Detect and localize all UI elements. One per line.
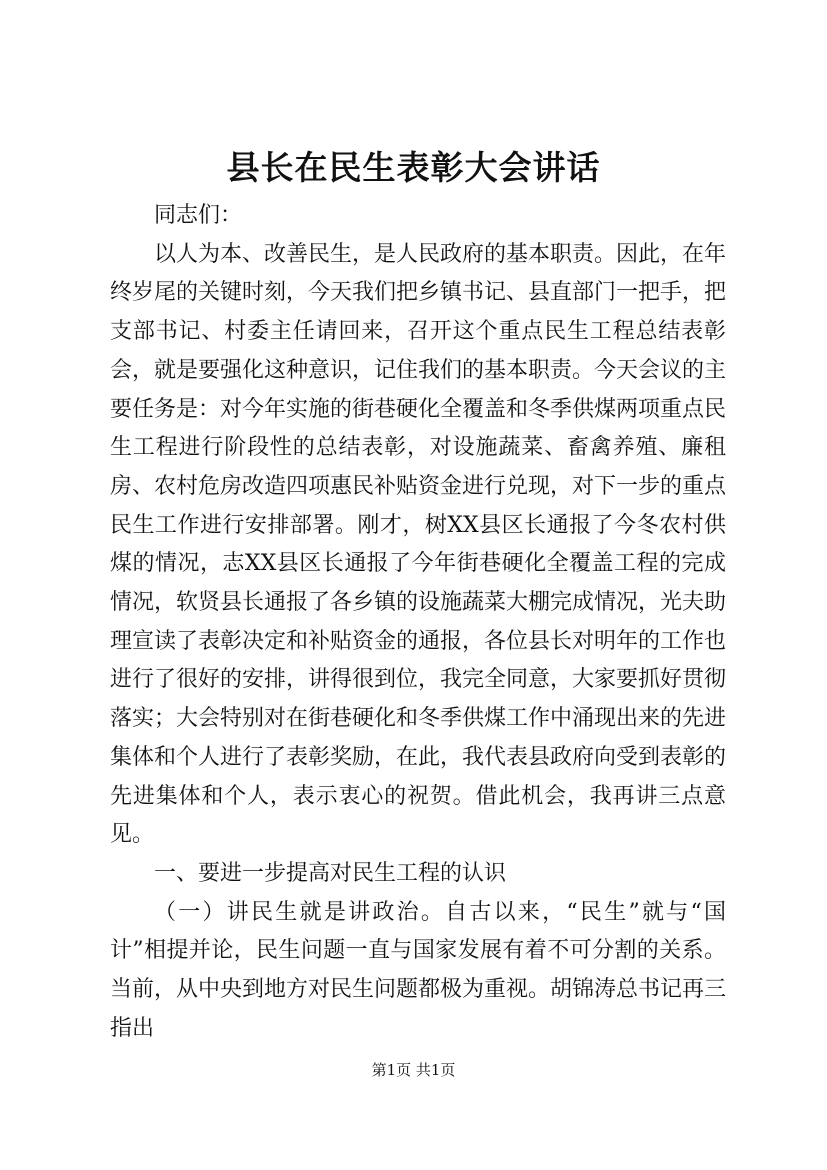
document-body <box>110 197 726 1048</box>
document-title: 县长在民生表彰大会讲话 <box>226 148 601 187</box>
page-footer: 第1页 共1页 <box>371 1061 456 1079</box>
paragraph-intro: 以人为本、改善民生，是人民政府的基本职责。因此，在年终岁尾的关键时刻，今天我们把乡镇书记、县直部门一把手，把支部书记、村委主任请回来，召开这个重点民生工程总结表彰会，就是要强化这种意识，记住我们的基本职责。今天会议的主要任务是：对今年实施的街巷硬化全覆盖和冬季供煤两项重点民生工程进行阶段性的总结表彰，对设施蔬菜、畜禽养殖、廉租房、农村危房改造四项惠民补贴资金进行兑现，对下一步的重点民生工作进行安排部署。刚才，树XX县区长通报了今冬农村供煤的情况，志XX县区长通报了今年街巷硬化全覆盖工程的完成情况，软贤县长通报了各乡镇的设施蔬菜大棚完成情况，光夫助理宣读了表彰决定和补贴资金的通报，各位县长对明年的工作也进行了很好的安排，讲得很到位，我完全同意，大家要抓好贯彻落实；大会特别对在街巷硬化和冬季供煤工作中涌现出来的先进集体和个人进行了表彰奖励，在此，我代表县政府向受到表彰的先进集体和个人，表示衷心的祝贺。借此机会，我再讲三点意见。 <box>110 241 727 848</box>
section-heading-1: 一、要进一步提高对民生工程的认识 <box>154 860 507 886</box>
paragraph-subsection-1: （一）讲民生就是讲政治。自古以来，“民生”就与“国计”相提并论，民生问题一直与国家发展有着不可分割的关系。当前，从中央到地方对民生问题都极为重视。胡锦涛总书记再三指出 <box>110 899 727 1041</box>
salutation: 同志们： <box>154 203 243 228</box>
